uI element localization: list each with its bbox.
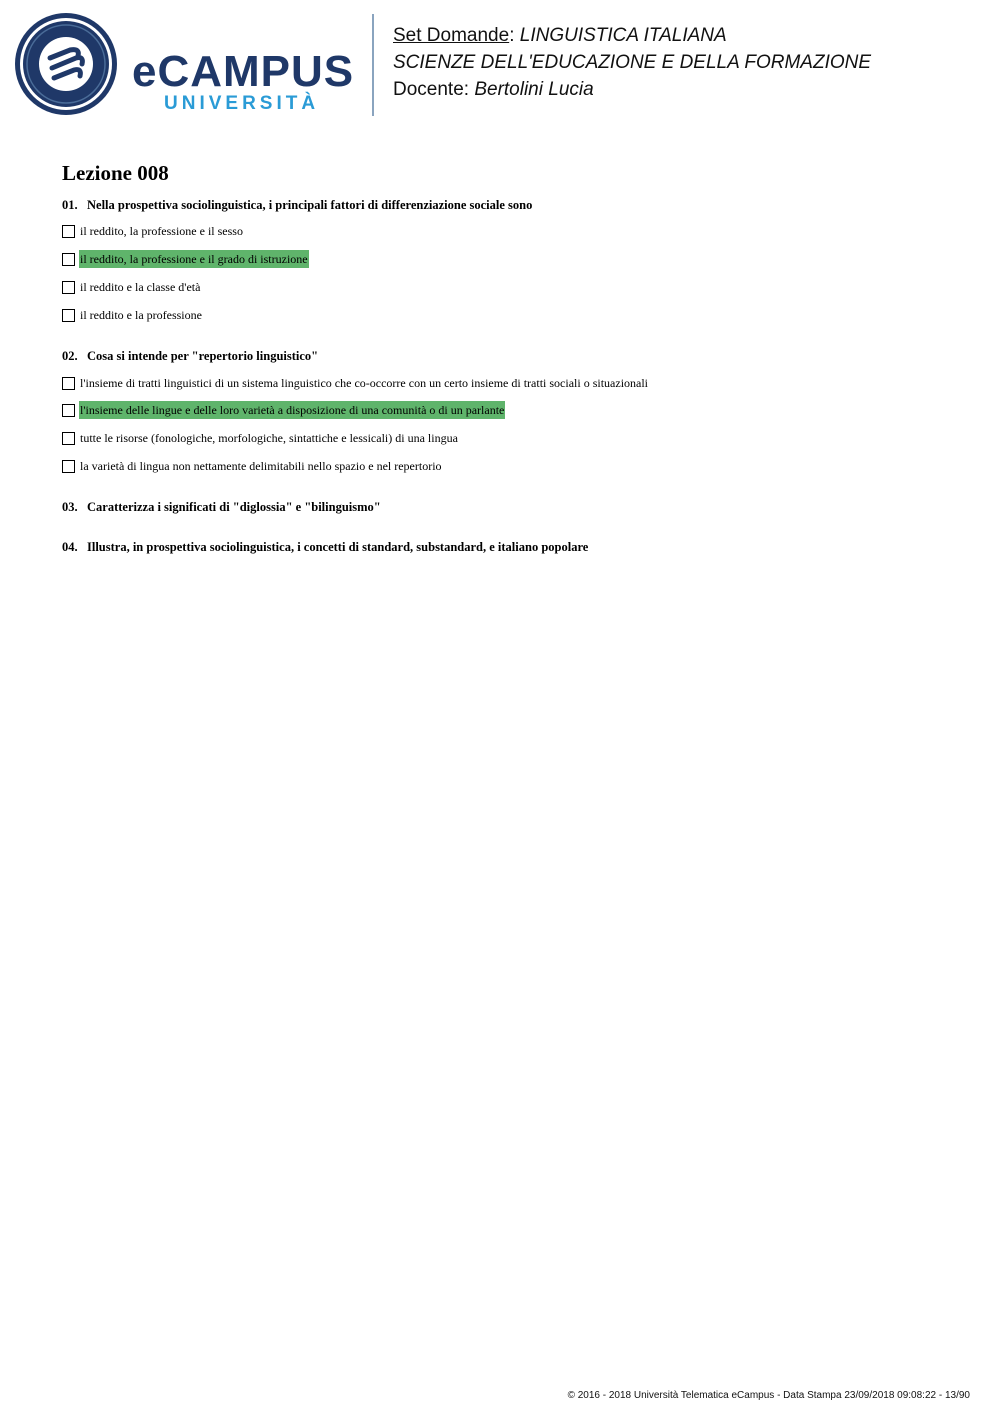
question-number: 02.: [62, 349, 78, 363]
question-text: Nella prospettiva sociolinguistica, i principali fattori di differenziazione sociale sono: [87, 198, 533, 212]
page-header: [0, 0, 1000, 120]
set-line: Set Domande: LINGUISTICA ITALIANA: [393, 25, 727, 46]
checkbox[interactable]: [62, 253, 75, 266]
option-text: il reddito e la professione: [80, 308, 202, 322]
question-number: 04.: [62, 540, 78, 554]
checkbox[interactable]: [62, 432, 75, 445]
ecampus-logo: [14, 12, 359, 116]
set-label: Set Domande: [393, 25, 510, 46]
question-4: [62, 540, 588, 555]
answer-option[interactable]: [62, 278, 201, 296]
checkbox[interactable]: [62, 225, 75, 238]
teacher-label: Docente:: [393, 79, 470, 100]
set-title: LINGUISTICA ITALIANA: [519, 25, 727, 46]
answer-option[interactable]: [62, 457, 443, 475]
answer-option[interactable]: [62, 306, 203, 324]
question-3: [62, 500, 381, 515]
checkbox[interactable]: [62, 404, 75, 417]
header-divider: [372, 14, 374, 116]
checkbox[interactable]: [62, 377, 75, 390]
option-text: l'insieme di tratti linguistici di un sistema linguistico che co-occorre con un certo insieme di tratti sociali o situazionali: [80, 376, 649, 390]
question-text: Illustra, in prospettiva sociolinguistica, i concetti di standard, substandard, e italiano popolare: [87, 540, 589, 554]
course-name: SCIENZE DELL'EDUCAZIONE E DELLA FORMAZIONE: [393, 52, 872, 73]
logo-wordmark: eCAMPUS: [132, 47, 355, 96]
teacher-name: Bertolini Lucia: [474, 79, 594, 100]
checkbox[interactable]: [62, 309, 75, 322]
answer-option-correct[interactable]: [62, 250, 309, 268]
question-2: [62, 349, 318, 364]
answer-option[interactable]: [62, 374, 649, 392]
logo-subtitle: UNIVERSITÀ: [164, 93, 320, 114]
option-text: la varietà di lingua non nettamente delimitabili nello spazio e nel repertorio: [80, 459, 442, 473]
lesson-title: Lezione 008: [62, 161, 169, 185]
set-info: [393, 22, 871, 103]
university-seal-icon: [14, 12, 118, 116]
checkbox[interactable]: [62, 460, 75, 473]
teacher-line: [393, 76, 871, 103]
question-number: 03.: [62, 500, 78, 514]
question-text: Caratterizza i significati di "diglossia" e "bilinguismo": [87, 500, 381, 514]
answer-option[interactable]: [62, 429, 459, 447]
question-number: 01.: [62, 198, 78, 212]
option-text: il reddito e la classe d'età: [80, 280, 201, 294]
option-text: tutte le risorse (fonologiche, morfologiche, sintattiche e lessicali) di una lingua: [80, 431, 458, 445]
answer-option-correct[interactable]: [62, 401, 505, 419]
option-text: il reddito, la professione e il grado di istruzione: [80, 252, 308, 266]
option-text: il reddito, la professione e il sesso: [80, 224, 243, 238]
question-text: Cosa si intende per "repertorio linguistico": [87, 349, 319, 363]
answer-option[interactable]: [62, 222, 244, 240]
option-text: l'insieme delle lingue e delle loro varietà a disposizione di una comunità o di un parlante: [80, 403, 505, 417]
page-footer: © 2016 - 2018 Università Telematica eCampus - Data Stampa 23/09/2018 09:08:22 - 13/90: [567, 1390, 970, 1401]
checkbox[interactable]: [62, 281, 75, 294]
question-1: [62, 198, 532, 213]
